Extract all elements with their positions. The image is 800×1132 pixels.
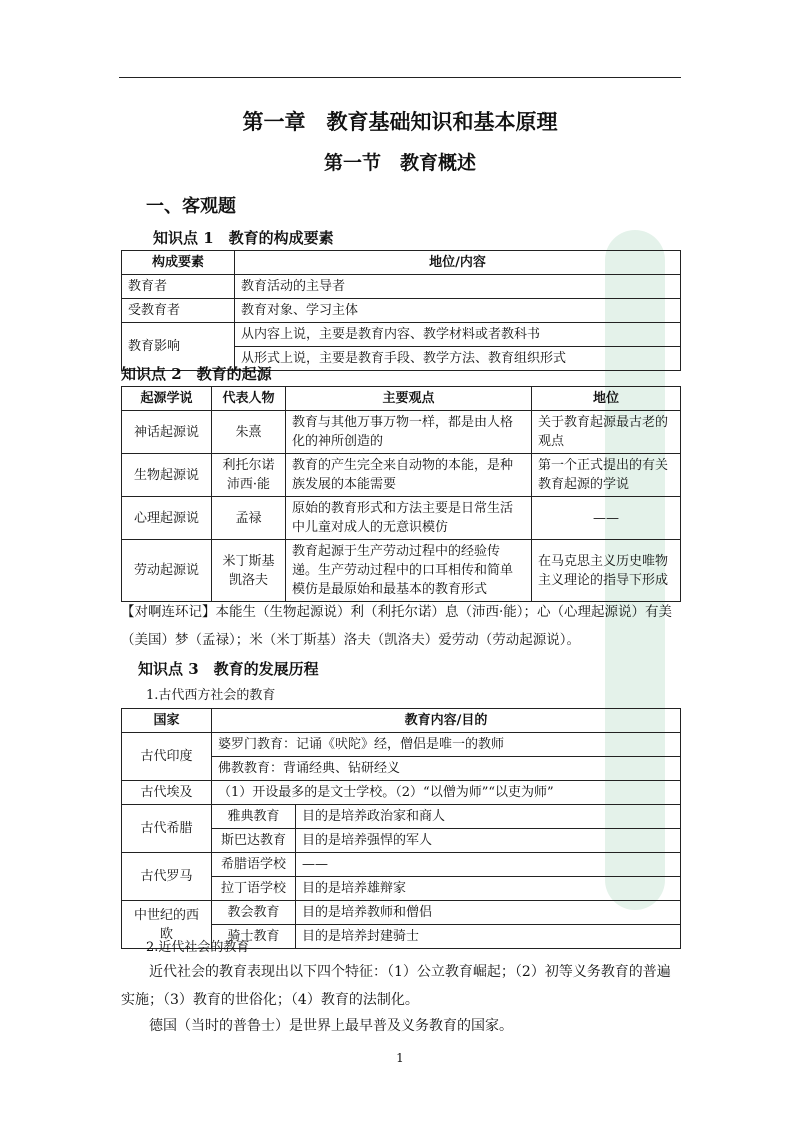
table-cell: 在马克思主义历史唯物主义理论的指导下形成 <box>532 540 681 602</box>
table-row <box>122 805 681 829</box>
table-cell: 生物起源说 <box>122 454 212 497</box>
table-cell: 教育对象、学习主体 <box>235 299 681 323</box>
table-cell: 教育起源于生产劳动过程中的经验传递。生产劳动过程中的口耳相传和简单模仿是最原始和最基本的教育形式 <box>286 540 532 602</box>
kp1-table <box>121 250 681 371</box>
table-cell: 拉丁语学校 <box>212 877 296 901</box>
table-cell: 目的是培养封建骑士 <box>296 925 681 949</box>
table-row <box>122 901 681 925</box>
table-cell: 利托尔诺 沛西·能 <box>212 454 286 497</box>
table-cell: 朱熹 <box>212 411 286 454</box>
table-header: 构成要素 <box>122 251 235 275</box>
kp2-title: 知识点 2 教育的起源 <box>121 365 272 383</box>
table-cell: 古代罗马 <box>122 853 212 901</box>
table-cell: 第一个正式提出的有关教育起源的学说 <box>532 454 681 497</box>
table-cell: 目的是培养教师和僧侣 <box>296 901 681 925</box>
table-cell: 神话起源说 <box>122 411 212 454</box>
table-header: 教育内容/目的 <box>212 709 681 733</box>
kp3-subtitle-2: 2.近代社会的教育 <box>146 940 250 955</box>
table-cell: 教育与其他万事万物一样，都是由人格化的神所创造的 <box>286 411 532 454</box>
table-cell: 从形式上说，主要是教育手段、教学方法、教育组织形式 <box>235 347 681 371</box>
table-cell: 孟禄 <box>212 497 286 540</box>
paragraph: 德国（当时的普鲁士）是世界上最早普及义务教育的国家。 <box>149 1018 513 1034</box>
chapter-title: 第一章 教育基础知识和基本原理 <box>242 109 558 134</box>
table-row <box>122 497 681 540</box>
table-row <box>122 733 681 757</box>
table-cell: 古代埃及 <box>122 781 212 805</box>
table-cell: 婆罗门教育：记诵《吠陀》经，僧侣是唯一的教师 <box>212 733 681 757</box>
table-row <box>122 781 681 805</box>
table-cell: 教育的产生完全来自动物的本能，是种族发展的本能需要 <box>286 454 532 497</box>
table-cell: 古代希腊 <box>122 805 212 853</box>
table-row <box>122 323 681 347</box>
table-cell: 中世纪的西欧 <box>122 901 212 949</box>
kp3-table <box>121 708 681 949</box>
table-cell: 米丁斯基 凯洛夫 <box>212 540 286 602</box>
table-cell: 古代印度 <box>122 733 212 781</box>
table-cell: 雅典教育 <box>212 805 296 829</box>
table-header: 代表人物 <box>212 387 286 411</box>
table-cell: —— <box>532 497 681 540</box>
mnemonic-note: 【对啊连环记】本能生（生物起源说）利（利托尔诺）息（沛西·能）；心（心理起源说）有美（美国）梦（孟禄）；米（米丁斯基）洛夫（凯洛夫）爱劳动（劳动起源说）。 <box>121 604 673 648</box>
table-cell: 斯巴达教育 <box>212 829 296 853</box>
table-cell: 教育者 <box>122 275 235 299</box>
kp2-table <box>121 386 681 602</box>
table-cell: 希腊语学校 <box>212 853 296 877</box>
table-cell: 目的是培养政治家和商人 <box>296 805 681 829</box>
part-heading: 一、客观题 <box>146 196 236 217</box>
table-row <box>122 853 681 877</box>
table-row <box>122 299 681 323</box>
table-row <box>122 275 681 299</box>
table-cell: 从内容上说，主要是教育内容、教学材料或者教科书 <box>235 323 681 347</box>
table-header: 地位 <box>532 387 681 411</box>
table-cell: 佛教教育：背诵经典、钻研经义 <box>212 757 681 781</box>
kp3-subtitle-1: 1.古代西方社会的教育 <box>146 688 276 703</box>
table-header: 起源学说 <box>122 387 212 411</box>
table-cell: 目的是培养强悍的军人 <box>296 829 681 853</box>
header-rule <box>119 77 681 78</box>
table-row <box>122 454 681 497</box>
kp3-title: 知识点 3 教育的发展历程 <box>138 660 319 678</box>
table-cell: 教育活动的主导者 <box>235 275 681 299</box>
table-cell: 原始的教育形式和方法主要是日常生活中儿童对成人的无意识模仿 <box>286 497 532 540</box>
table-cell: 教育影响 <box>122 323 235 371</box>
section-title: 第一节 教育概述 <box>323 152 476 174</box>
table-row <box>122 251 681 275</box>
table-cell: 目的是培养雄辩家 <box>296 877 681 901</box>
paragraph: 近代社会的教育表现出以下四个特征：（1）公立教育崛起；（2）初等义务教育的普遍实施；（3）教育的世俗化；（4）教育的法制化。 <box>121 964 671 1008</box>
table-cell: 劳动起源说 <box>122 540 212 602</box>
table-cell: 心理起源说 <box>122 497 212 540</box>
kp1-title: 知识点 1 教育的构成要素 <box>153 229 334 247</box>
table-header: 主要观点 <box>286 387 532 411</box>
table-row <box>122 411 681 454</box>
table-row <box>122 387 681 411</box>
table-header: 国家 <box>122 709 212 733</box>
table-cell: 教会教育 <box>212 901 296 925</box>
table-cell: 关于教育起源最古老的观点 <box>532 411 681 454</box>
table-cell: —— <box>296 853 681 877</box>
table-row <box>122 540 681 602</box>
table-header: 地位/内容 <box>235 251 681 275</box>
table-cell: （1）开设最多的是文士学校。（2）“以僧为师”“以吏为师” <box>212 781 681 805</box>
table-row <box>122 709 681 733</box>
table-cell: 骑士教育 <box>212 925 296 949</box>
page-number: 1 <box>396 1051 404 1065</box>
table-cell: 受教育者 <box>122 299 235 323</box>
